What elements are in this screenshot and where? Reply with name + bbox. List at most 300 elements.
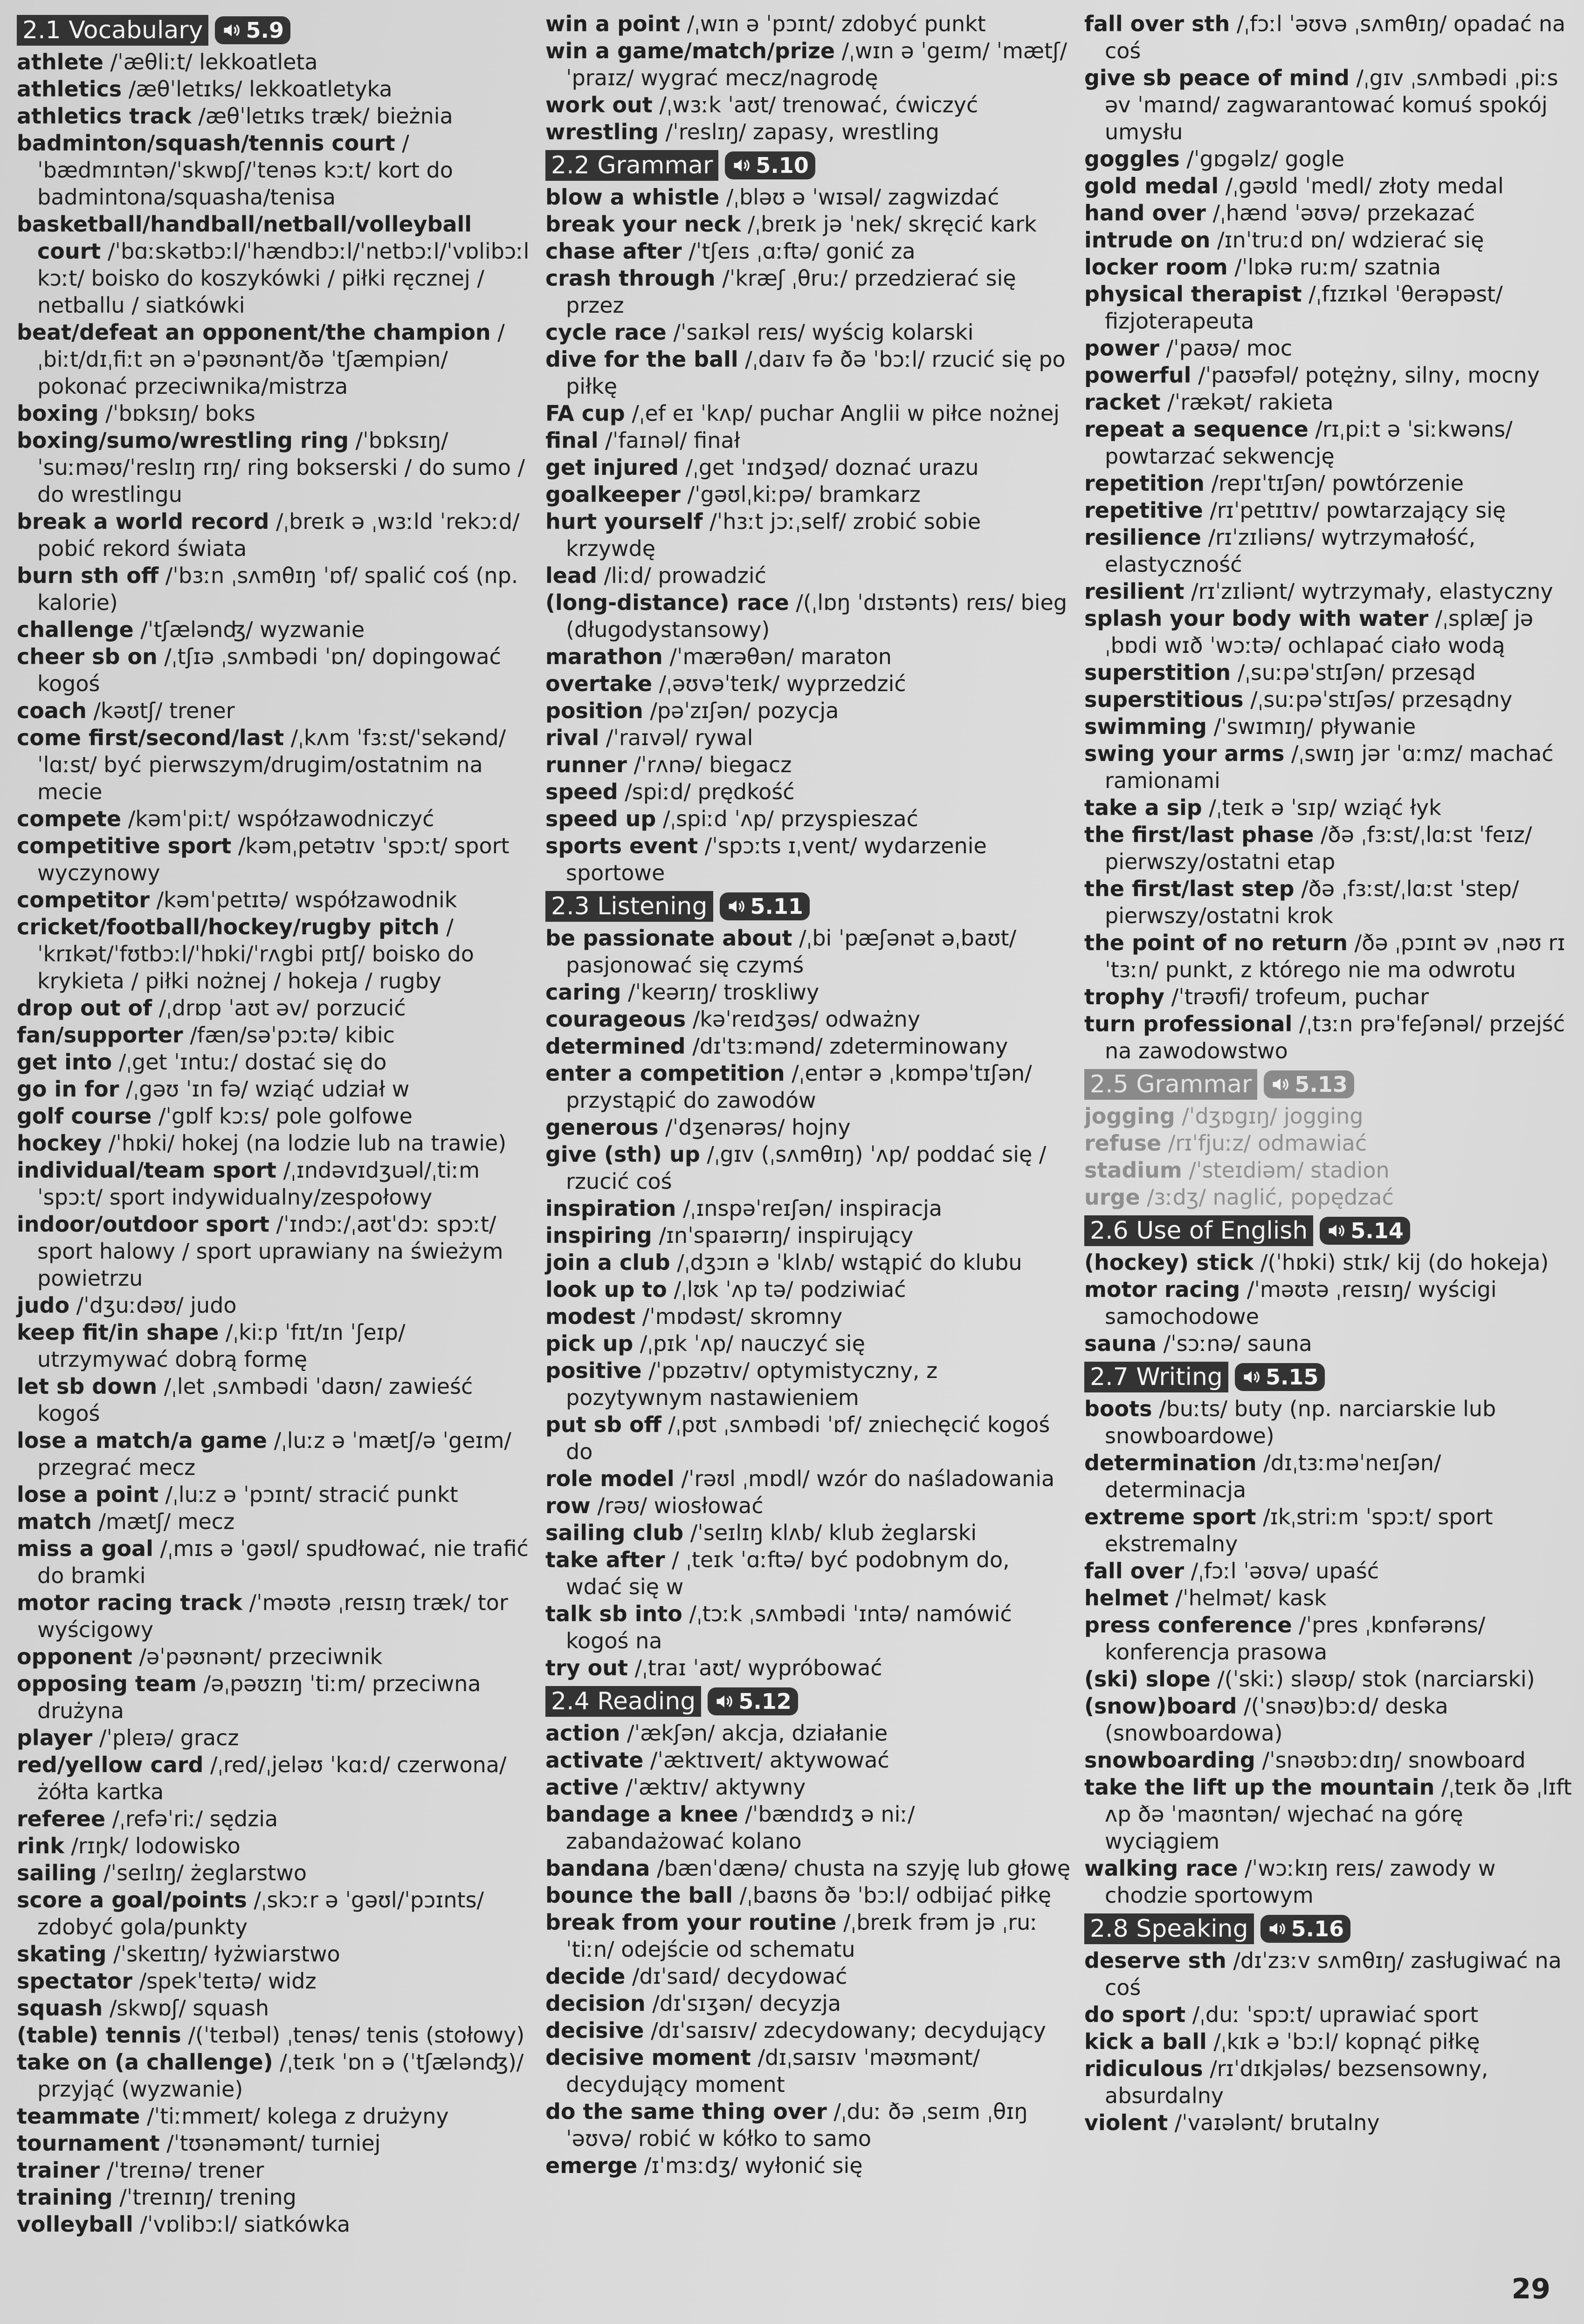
- vocab-entry: [1084, 686, 1584, 713]
- headword: repeat a sequence: [1084, 417, 1309, 442]
- pronunciation-translation: /dɪˈtɜːmənd/ zdeterminowany: [685, 1034, 1008, 1059]
- vocab-entry: [17, 427, 530, 508]
- headword: take the lift up the mountain: [1084, 1775, 1435, 1800]
- section-header: [1084, 1362, 1584, 1392]
- headword: goggles: [1084, 146, 1180, 171]
- headword: runner: [545, 752, 627, 777]
- pronunciation-translation: /æθˈletɪks træk/ bieżnia: [191, 103, 453, 129]
- pronunciation-translation: /ˈhelmət/ kask: [1168, 1585, 1327, 1611]
- headword: be passionate about: [545, 925, 792, 951]
- pronunciation-translation: /dɪˈsɪʒən/ decyzja: [645, 1991, 841, 2016]
- pronunciation-translation: /ˌdrɒp ˈaʊt əv/ porzucić: [152, 995, 406, 1021]
- pronunciation-translation: /dɪˌtɜːməˈneɪʃən/ determinacja: [1105, 1450, 1441, 1502]
- headword: overtake: [545, 671, 653, 696]
- headword: sports event: [545, 833, 698, 858]
- pronunciation-translation: /ˈswɪmɪŋ/ pływanie: [1206, 714, 1416, 739]
- headword: come first/second/last: [17, 725, 284, 750]
- pronunciation-translation: /skwɒʃ/ squash: [103, 1995, 269, 2021]
- section-title: 2.3 Listening: [545, 891, 713, 922]
- headword: fall over sth: [1084, 11, 1230, 36]
- vocab-entry: [1084, 929, 1584, 983]
- pronunciation-translation: /ˌbreɪk ə ˌwɜːld ˈrekɔːd/ pobić rekord świata: [37, 509, 520, 561]
- headword: jogging: [1084, 1104, 1175, 1129]
- pronunciation-translation: /ˌfɔːl ˈəʊvə/ upaść: [1184, 1558, 1379, 1584]
- headword: score a goal/points: [17, 1887, 247, 1913]
- pronunciation-translation: /(ˈteɪbəl) ˌtenəs/ tenis (stołowy): [181, 2022, 525, 2048]
- pronunciation-translation: /ˌrefəˈriː/ sędzia: [105, 1806, 278, 1831]
- headword: win a point: [545, 11, 681, 36]
- pronunciation-translation: /ˌfɔːl ˈəʊvə ˌsʌmθɪŋ/ opadać na coś: [1105, 11, 1566, 63]
- vocab-entry: [17, 562, 530, 616]
- vocab-entry: [1084, 10, 1584, 64]
- vocab-section: [545, 10, 1072, 145]
- vocab-entry: [1084, 1584, 1584, 1611]
- pronunciation-translation: /ˌtɔːk ˌsʌmbədi ˈɪntə/ namówić kogoś na: [566, 1601, 1012, 1653]
- vocab-entry: [1084, 1947, 1584, 2001]
- headword: repetition: [1084, 471, 1205, 496]
- pronunciation-translation: /ˌef eɪ ˈkʌp/ puchar Anglii w piłce nożnej: [625, 401, 1060, 426]
- headword: challenge: [17, 617, 134, 642]
- vocab-entry: [17, 1886, 530, 1940]
- vocab-entry: [17, 1805, 530, 1832]
- vocab-entry: [545, 1519, 1072, 1546]
- vocab-entry: [545, 2044, 1072, 2098]
- pronunciation-translation: /ˌluːz ə ˈpɔɪnt/ stracić punkt: [158, 1482, 458, 1507]
- vocab-entry: [17, 2049, 530, 2103]
- section-title: 2.7 Writing: [1084, 1362, 1228, 1392]
- headword: resilient: [1084, 579, 1185, 604]
- headword: press conference: [1084, 1612, 1292, 1638]
- pronunciation-translation: /ˈgɒgəlz/ gogle: [1179, 146, 1345, 171]
- pronunciation-translation: /ˈdʒenərəs/ hojny: [658, 1115, 851, 1140]
- pronunciation-translation: /ˈfaɪnəl/ finał: [598, 428, 740, 453]
- vocab-entry: [17, 994, 530, 1021]
- headword: the first/last step: [1084, 876, 1295, 901]
- pronunciation-translation: /ˌsuːpəˈstɪʃəs/ przesądny: [1243, 687, 1513, 712]
- speaker-icon: [1267, 1919, 1288, 1939]
- vocab-entry: [17, 2184, 530, 2211]
- pronunciation-translation: /ˌget ˈɪntuː/ dostać się do: [112, 1049, 387, 1075]
- vocab-entry: [17, 2211, 530, 2238]
- headword: stadium: [1084, 1158, 1182, 1183]
- vocab-entry: [1084, 1449, 1584, 1503]
- pronunciation-translation: /ˌentər ə ˌkɒmpəˈtɪʃən/ przystąpić do zawodów: [566, 1061, 1032, 1113]
- column-3: [1084, 10, 1584, 2140]
- audio-track-badge: [1235, 1363, 1325, 1391]
- pronunciation-translation: /ˈseɪlɪŋ/ żeglarstwo: [96, 1860, 307, 1885]
- section-header: [1084, 1069, 1584, 1100]
- pronunciation-translation: /ˌgɪv (ˌsʌmθɪŋ) ˈʌp/ poddać się / rzucić coś: [566, 1142, 1047, 1194]
- headword: (ski) slope: [1084, 1666, 1211, 1692]
- vocab-entry: [1084, 64, 1584, 145]
- speaker-icon: [221, 20, 242, 41]
- vocab-entry: [17, 1535, 530, 1589]
- pronunciation-translation: /ðə ˌpɔɪnt əv ˌnəʊ rɪˈtɜːn/ punkt, z którego nie ma odwrotu: [1105, 930, 1565, 982]
- vocab-entry: [17, 1481, 530, 1508]
- headword: coach: [17, 698, 87, 723]
- vocab-entry: [17, 913, 530, 994]
- audio-track-badge: [1264, 1070, 1354, 1098]
- pronunciation-translation: /(ˈsnəʊ)bɔːd/ deska (snowboardowa): [1105, 1693, 1448, 1746]
- pronunciation-translation: /ˌteɪk ˈɒn ə (ˈtʃælənʤ)/ przyjąć (wyzwanie): [37, 2050, 524, 2102]
- pronunciation-translation: /ˌdʒɔɪn ə ˈklʌb/ wstąpić do klubu: [670, 1250, 1022, 1275]
- audio-track-number: 5.10: [756, 153, 809, 178]
- pronunciation-translation: /ˌfɪzɪkəl ˈθerəpəst/ fizjoterapeuta: [1105, 281, 1503, 334]
- pronunciation-translation: /ˌbaʊns ðə ˈbɔːl/ odbijać piłkę: [732, 1883, 1052, 1908]
- vocab-section: [1084, 1069, 1584, 1211]
- speaker-icon: [1270, 1074, 1291, 1095]
- vocab-entry: [545, 1303, 1072, 1330]
- pronunciation-translation: /ˈrəʊl ˌmɒdl/ wzór do naśladowania: [674, 1466, 1055, 1491]
- pronunciation-translation: /ˈdʒɒgɪŋ/ jogging: [1175, 1104, 1364, 1129]
- pronunciation-translation: /ˈkræʃ ˌθruː/ przedzierać się przez: [566, 266, 1016, 318]
- headword: take after: [545, 1547, 665, 1572]
- vocab-entry: [1084, 1276, 1584, 1330]
- headword: trophy: [1084, 984, 1164, 1009]
- headword: motor racing track: [17, 1590, 242, 1615]
- pronunciation-translation: /bænˈdænə/ chusta na szyję lub głowę: [650, 1856, 1071, 1881]
- headword: swimming: [1084, 714, 1207, 739]
- vocab-entry: [545, 2152, 1072, 2179]
- vocab-entry: [545, 643, 1072, 670]
- vocab-entry: [545, 2098, 1072, 2152]
- vocab-entry: [545, 925, 1072, 979]
- headword: deserve sth: [1084, 1948, 1226, 1973]
- pronunciation-translation: /(ˈhɒki) stɪk/ kij (do hokeja): [1253, 1250, 1549, 1275]
- headword: rink: [17, 1833, 64, 1858]
- vocab-entry: [17, 211, 530, 319]
- headword: dive for the ball: [545, 347, 738, 372]
- headword: determination: [1084, 1450, 1257, 1475]
- vocab-section: [17, 15, 530, 2238]
- vocab-entry: [17, 1589, 530, 1643]
- pronunciation-translation: /ˈtʊənəmənt/ turniej: [159, 2131, 381, 2156]
- headword: beat/defeat an opponent/the champion: [17, 320, 491, 345]
- pronunciation-translation: /buːts/ buty (np. narciarskie lub snowboardowe): [1105, 1396, 1496, 1448]
- headword: give (sth) up: [545, 1142, 700, 1167]
- headword: the first/last phase: [1084, 822, 1314, 847]
- vocab-entry: [1084, 659, 1584, 686]
- vocab-section: [1084, 1913, 1584, 2136]
- vocab-entry: [545, 1114, 1072, 1141]
- vocab-entry: [17, 48, 530, 75]
- vocab-entry: [1084, 1249, 1584, 1276]
- pronunciation-translation: /ˌgəʊld ˈmedl/ złoty medal: [1219, 173, 1504, 199]
- headword: (table) tennis: [17, 2022, 181, 2048]
- headword: superstitious: [1084, 687, 1244, 712]
- pronunciation-translation: /ˈməʊtə ˌreɪsɪŋ/ wyścigi samochodowe: [1105, 1277, 1497, 1329]
- pronunciation-translation: /ˌspiːd ˈʌp/ przyspieszać: [656, 806, 918, 831]
- headword: emerge: [545, 2153, 638, 2178]
- vocab-entry: [1084, 145, 1584, 172]
- section-header: [1084, 1913, 1584, 1944]
- pronunciation-translation: /ˈæktɪv/ aktywny: [619, 1775, 806, 1800]
- vocab-entry: [17, 130, 530, 211]
- vocab-entry: [1084, 1693, 1584, 1747]
- vocab-entry: [17, 724, 530, 805]
- headword: position: [545, 698, 643, 723]
- pronunciation-translation: /ˈtʃælənʤ/ wyzwanie: [133, 617, 365, 642]
- pronunciation-translation: /(ˌlɒŋ ˈdɪstənts) reɪs/ bieg (długodystansowy): [566, 590, 1067, 642]
- pronunciation-translation: /ˌɪndəvɪdʒuəl/ˌtiːm ˈspɔːt/ sport indywidualny/zespołowy: [37, 1158, 480, 1210]
- headword: activate: [545, 1748, 644, 1773]
- vocab-entry: [1084, 983, 1584, 1010]
- headword: walking race: [1084, 1856, 1238, 1881]
- vocab-entry: [1084, 1130, 1584, 1157]
- vocab-entry: [17, 2130, 530, 2157]
- pronunciation-translation: /rɪˈzɪliəns/ wytrzymałość, elastyczność: [1105, 525, 1476, 577]
- headword: take a sip: [1084, 795, 1202, 820]
- pronunciation-translation: /ˌwɪn ə ˈpɔɪnt/ zdobyć punkt: [680, 11, 986, 36]
- vocab-entry: [1084, 389, 1584, 416]
- vocab-entry: [17, 1968, 530, 1995]
- pronunciation-translation: /ˌdaɪv fə ðə ˈbɔːl/ rzucić się po piłkę: [566, 347, 1066, 399]
- vocab-entry: [545, 37, 1072, 91]
- headword: burn sth off: [17, 563, 159, 588]
- headword: positive: [545, 1358, 642, 1383]
- vocab-entry: [545, 454, 1072, 481]
- vocab-entry: [545, 562, 1072, 589]
- audio-track-badge: [1320, 1217, 1410, 1245]
- headword: look up to: [545, 1277, 667, 1302]
- column-2: [545, 10, 1072, 2183]
- pronunciation-translation: /ˌəʊvəˈteɪk/ wyprzedzić: [652, 671, 906, 696]
- vocab-entry: [545, 1141, 1072, 1195]
- vocab-entry: [1084, 875, 1584, 929]
- vocab-entry: [17, 400, 530, 427]
- vocab-entry: [545, 1330, 1072, 1357]
- vocab-entry: [17, 1103, 530, 1130]
- section-header: [17, 15, 530, 46]
- vocab-entry: [17, 2157, 530, 2184]
- pronunciation-translation: /dɪˌsaɪsɪv ˈməʊmənt/ decydujący moment: [566, 2045, 980, 2097]
- vocab-entry: [545, 1747, 1072, 1774]
- pronunciation-translation: /ˌbreɪk frəm jə ˌruːˈtiːn/ odejście od schematu: [566, 1910, 1038, 1962]
- headword: wrestling: [545, 119, 659, 144]
- vocab-entry: [1084, 605, 1584, 659]
- headword: (hockey) stick: [1084, 1250, 1254, 1275]
- vocab-entry: [1084, 1184, 1584, 1211]
- headword: skating: [17, 1941, 107, 1967]
- headword: do the same thing over: [545, 2099, 827, 2124]
- vocab-entry: [545, 1006, 1072, 1033]
- headword: work out: [545, 92, 653, 117]
- vocab-entry: [1084, 821, 1584, 875]
- headword: motor racing: [1084, 1277, 1240, 1302]
- vocab-entry: [545, 1546, 1072, 1600]
- pronunciation-translation: /ˈhɒki/ hokej (na lodzie lub na trawie): [102, 1131, 507, 1156]
- vocab-entry: [545, 979, 1072, 1006]
- audio-track-number: 5.12: [738, 1689, 792, 1714]
- pronunciation-translation: /ˌsplæʃ jə ˌbɒdi wɪð ˈwɔːtə/ ochlapać ciało wodą: [1105, 606, 1534, 658]
- audio-track-badge: [1260, 1915, 1351, 1943]
- pronunciation-translation: /rəʊ/ wiosłować: [590, 1493, 764, 1518]
- pronunciation-translation: /kəmˈpetɪtə/ współzawodnik: [149, 887, 457, 912]
- headword: opponent: [17, 1644, 132, 1669]
- section-title: 2.6 Use of English: [1084, 1215, 1313, 1246]
- headword: refuse: [1084, 1131, 1162, 1156]
- headword: give sb peace of mind: [1084, 65, 1350, 90]
- audio-track-number: 5.11: [750, 894, 803, 919]
- vocab-entry: [1084, 1855, 1584, 1909]
- pronunciation-translation: /ˈmɒdəst/ skromny: [635, 1304, 843, 1329]
- pronunciation-translation: /ðə ˌfɜːst/ˌlɑːst ˈstep/ pierwszy/ostatni krok: [1105, 876, 1519, 928]
- pronunciation-translation: /ˌkiːp ˈfɪt/ɪn ˈʃeɪp/ utrzymywać dobrą formę: [37, 1320, 406, 1372]
- vocab-entry: [17, 1292, 530, 1319]
- pronunciation-translation: /ˈtrəʊfi/ trofeum, puchar: [1164, 984, 1429, 1009]
- headword: win a game/match/prize: [545, 38, 835, 63]
- pronunciation-translation: /ˌluːz ə ˈmætʃ/ə ˈgeɪm/ przegrać mecz: [37, 1428, 511, 1480]
- vocab-entry: [545, 1249, 1072, 1276]
- headword: sauna: [1084, 1331, 1157, 1356]
- vocab-entry: [545, 1411, 1072, 1465]
- headword: bandage a knee: [545, 1802, 738, 1827]
- speaker-icon: [726, 896, 747, 917]
- pronunciation-translation: /dɪˈsaɪd/ decydować: [625, 1964, 847, 1989]
- section-title: 2.8 Speaking: [1084, 1913, 1254, 1944]
- pronunciation-translation: /rɪˌpiːt ə ˈsiːkwəns/ powtarzać sekwencję: [1105, 417, 1513, 469]
- pronunciation-translation: /ˌpʊt ˌsʌmbədi ˈɒf/ zniechęcić kogoś do: [566, 1412, 1050, 1464]
- vocab-entry: [1084, 416, 1584, 470]
- vocab-entry: [545, 1600, 1072, 1654]
- pronunciation-translation: /ˈɪndɔː/ˌaʊtˈdɔː spɔːt/ sport halowy / sport uprawiany na świeżym powietrzu: [37, 1212, 503, 1291]
- vocab-entry: [545, 91, 1072, 118]
- audio-track-badge: [215, 16, 290, 44]
- pronunciation-translation: /rɪˈfjuːz/ odmawiać: [1161, 1131, 1367, 1156]
- pronunciation-translation: /ˈpaʊəfəl/ potężny, silny, mocny: [1191, 363, 1540, 388]
- vocab-entry: [545, 1909, 1072, 1963]
- headword: chase after: [545, 239, 682, 264]
- vocab-entry: [1084, 1010, 1584, 1064]
- pronunciation-translation: /ðə ˌfɜːst/ˌlɑːst ˈfeɪz/ pierwszy/ostatni etap: [1105, 822, 1532, 874]
- headword: basketball/handball/netball/volleyball court: [17, 212, 472, 264]
- pronunciation-translation: /ˈækʃən/ akcja, działanie: [620, 1721, 888, 1746]
- pronunciation-translation: /ˌtʃɪə ˌsʌmbədi ˈɒn/ dopingować kogoś: [37, 644, 501, 696]
- pronunciation-translation: /ˈlɒkə ruːm/ szatnia: [1227, 254, 1441, 280]
- headword: row: [545, 1493, 591, 1518]
- headword: volleyball: [17, 2212, 133, 2237]
- vocab-entry: [1084, 2055, 1584, 2109]
- headword: modest: [545, 1304, 636, 1329]
- headword: extreme sport: [1084, 1504, 1256, 1529]
- vocab-entry: [17, 1940, 530, 1968]
- pronunciation-translation: /ɪnˈtruːd ɒn/ wdzierać się: [1210, 227, 1484, 253]
- headword: action: [545, 1721, 620, 1746]
- headword: competitor: [17, 887, 150, 912]
- pronunciation-translation: /ˈkeərɪŋ/ troskliwy: [621, 980, 820, 1005]
- vocab-entry: [1084, 2001, 1584, 2028]
- vocab-entry: [17, 1508, 530, 1535]
- vocab-entry: [1084, 497, 1584, 524]
- headword: gold medal: [1084, 173, 1219, 199]
- headword: break your neck: [545, 212, 741, 237]
- headword: locker room: [1084, 254, 1228, 280]
- vocab-entry: [17, 1130, 530, 1157]
- headword: player: [17, 1725, 93, 1750]
- headword: splash your body with water: [1084, 606, 1429, 631]
- vocab-section: [1084, 1215, 1584, 1357]
- pronunciation-translation: /ˌmɪs ə ˈgəʊl/ spudłować, nie trafić do bramki: [37, 1536, 529, 1588]
- vocab-entry: [545, 118, 1072, 145]
- vocab-entry: [545, 670, 1072, 697]
- pronunciation-translation: /spekˈteɪtə/ widz: [132, 1968, 317, 1994]
- vocab-entry: [1084, 1330, 1584, 1357]
- vocab-entry: [1084, 578, 1584, 605]
- pronunciation-translation: /ˈæktɪveɪt/ aktywować: [643, 1748, 889, 1773]
- pronunciation-translation: /ˈreslɪŋ/ zapasy, wrestling: [658, 119, 939, 144]
- vocab-entry: [1084, 1503, 1584, 1557]
- vocab-entry: [545, 1801, 1072, 1855]
- vocab-entry: [1084, 199, 1584, 226]
- pronunciation-translation: /ˈbɑːskətbɔːl/ˈhændbɔːl/ˈnetbɔːl/ˈvɒlibɔːl kɔːt/ boisko do koszykówki / piłki ręcznej / netballu / siatkówki: [37, 239, 530, 318]
- vocab-entry: [545, 508, 1072, 562]
- vocab-section: [545, 150, 1072, 886]
- headword: FA cup: [545, 401, 625, 426]
- section-header: [545, 1686, 1072, 1717]
- vocab-entry: [545, 1990, 1072, 2017]
- pronunciation-translation: /ˌget ˈɪndʒəd/ doznać urazu: [678, 455, 979, 480]
- pronunciation-translation: /ˈbɒksɪŋ/ ˈsuːməʊ/ˈreslɪŋ rɪŋ/ ring bokserski / do sumo / do wrestlingu: [37, 428, 525, 507]
- pronunciation-translation: /mætʃ/ mecz: [91, 1509, 235, 1534]
- audio-track-number: 5.16: [1291, 1916, 1344, 1941]
- pronunciation-translation: /ˈæθliːt/ lekkoatleta: [103, 49, 318, 75]
- headword: active: [545, 1775, 619, 1800]
- vocab-entry: [17, 1751, 530, 1805]
- pronunciation-translation: /ˌlet ˌsʌmbədi ˈdaʊn/ zawieść kogoś: [37, 1374, 473, 1426]
- headword: superstition: [1084, 660, 1231, 685]
- pronunciation-translation: /ˌteɪk ə ˈsɪp/ wziąć łyk: [1202, 795, 1441, 820]
- vocab-entry: [1084, 713, 1584, 740]
- vocab-entry: [17, 1832, 530, 1859]
- headword: violent: [1084, 2110, 1168, 2135]
- vocab-entry: [545, 1276, 1072, 1303]
- pronunciation-translation: /ˌɪnspəˈreɪʃən/ inspiracja: [676, 1196, 943, 1221]
- pronunciation-translation: /ˌkɪk ə ˈbɔːl/ kopnąć piłkę: [1206, 2029, 1480, 2054]
- pronunciation-translation: /dɪˈzɜːv sʌmθɪŋ/ zasługiwać na coś: [1105, 1948, 1562, 2000]
- headword: sailing club: [545, 1520, 684, 1545]
- pronunciation-translation: /ˈbædmɪntən/ˈskwɒʃ/ˈtenəs kɔːt/ kort do badmintona/squasha/tenisa: [37, 130, 453, 210]
- pronunciation-translation: /ˈskeɪtɪŋ/ łyżwiarstwo: [106, 1941, 340, 1967]
- headword: get injured: [545, 455, 679, 480]
- audio-track-number: 5.9: [246, 18, 284, 43]
- vocab-entry: [1084, 1611, 1584, 1666]
- headword: teammate: [17, 2104, 140, 2129]
- pronunciation-translation: /ˌgəʊ ˈɪn fə/ wziąć udział w: [119, 1076, 410, 1102]
- headword: racket: [1084, 390, 1161, 415]
- pronunciation-translation: /ɪˈmɜːdʒ/ wyłonić się: [637, 2153, 863, 2178]
- pronunciation-translation: /ˈwɔːkɪŋ reɪs/ zawody w chodzie sportowym: [1105, 1856, 1496, 1908]
- vocab-entry: [17, 1643, 530, 1670]
- vocab-entry: [545, 1033, 1072, 1060]
- pronunciation-translation: /ˌbləʊ ə ˈwɪsəl/ zagwizdać: [719, 185, 999, 210]
- pronunciation-translation: /ˈbɜːn ˌsʌmθɪŋ ˈɒf/ spalić coś (np. kalorie): [37, 563, 518, 615]
- headword: tournament: [17, 2131, 160, 2156]
- audio-track-number: 5.13: [1295, 1072, 1348, 1097]
- pronunciation-translation: /ˈsaɪkəl reɪs/ wyścig kolarski: [666, 320, 974, 345]
- headword: decisive: [545, 2018, 644, 2043]
- headword: bandana: [545, 1856, 650, 1881]
- vocab-entry: [17, 805, 530, 832]
- headword: physical therapist: [1084, 281, 1302, 307]
- vocab-entry: [545, 427, 1072, 454]
- pronunciation-translation: /ˌwɜːk ˈaʊt/ trenować, ćwiczyć: [652, 92, 978, 117]
- audio-track-number: 5.14: [1350, 1218, 1404, 1243]
- pronunciation-translation: /ˌduː ðə ˌseɪm ˌθɪŋ ˈəʊvə/ robić w kółko to samo: [566, 2099, 1028, 2151]
- vocab-entry: [17, 1157, 530, 1211]
- vocab-entry: [545, 805, 1072, 832]
- vocab-entry: [545, 1855, 1072, 1882]
- section-title: 2.2 Grammar: [545, 150, 718, 181]
